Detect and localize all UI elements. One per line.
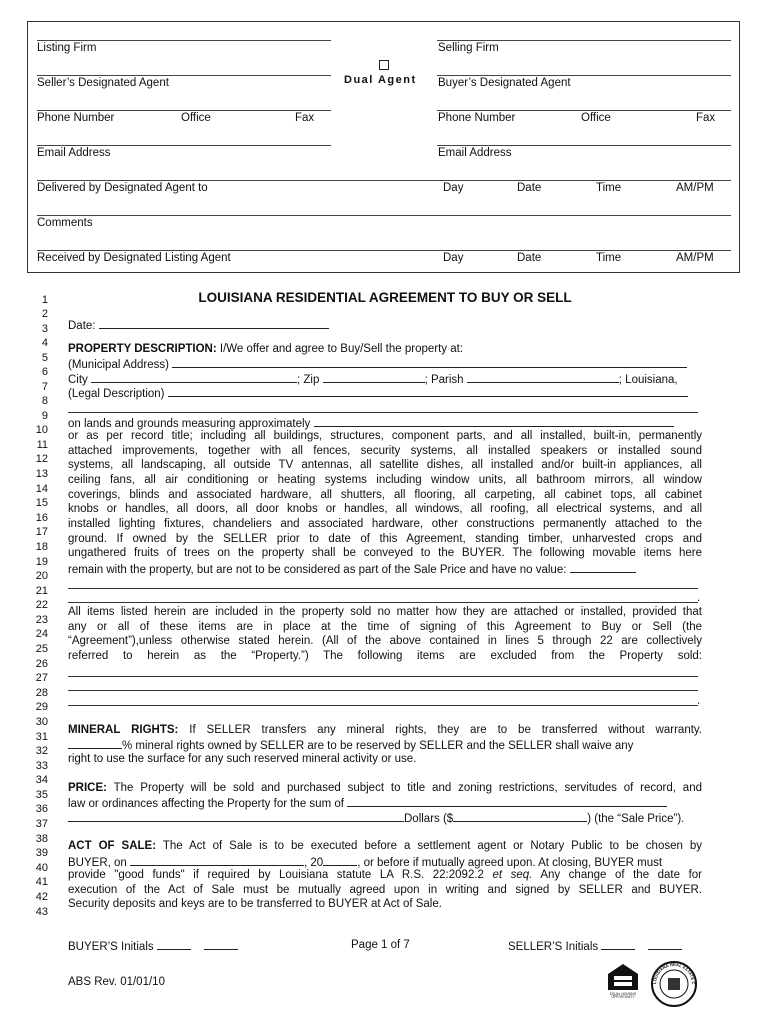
listing-firm-line[interactable] — [37, 40, 331, 41]
line-35-text: The Property will be sold and purchased subject to title and zoning restrictions, servitudes of record, and — [113, 782, 702, 794]
line-31 — [68, 724, 702, 736]
line-26: referred to herein as the “Property.”) The following items are excluded from the Property sold: — [68, 650, 702, 662]
line-number-33: 33 — [35, 760, 48, 772]
line-number-7: 7 — [41, 381, 48, 393]
line-number-28: 28 — [35, 687, 48, 699]
line-number-23: 23 — [35, 614, 48, 626]
legal-description-label: (Legal Description) — [68, 388, 165, 400]
movable-items-line-22[interactable] — [68, 602, 698, 603]
line-12: attached improvements, together with all fences, security systems, all installed speakers or installed sound — [68, 445, 702, 457]
buyer-email-label: Email Address — [438, 147, 512, 159]
page-number: Page 1 of 7 — [351, 939, 410, 951]
louisiana-label: ; Louisiana, — [618, 374, 678, 386]
excluded-items-line-29[interactable] — [68, 705, 698, 706]
line-number-37: 37 — [35, 818, 48, 830]
line-40-text: , or before if mutually agreed upon. At closing, BUYER must — [357, 857, 663, 869]
comments-top-line[interactable] — [37, 215, 731, 216]
act-of-sale-heading: ACT OF SALE: — [68, 840, 157, 852]
sale-price-label: ) (the “Sale Price”). — [587, 813, 685, 825]
excluded-items-line-28[interactable] — [68, 690, 698, 691]
delivered-date-label: Date — [517, 182, 542, 194]
received-label: Received by Designated Listing Agent — [37, 252, 231, 264]
buyer-phone-line[interactable] — [437, 110, 731, 111]
line-19: ungathered fruits of trees on the property shall be conveyed to the BUYER. The following movable items here — [68, 547, 702, 559]
line-37 — [68, 811, 702, 825]
svg-text:OPPORTUNITY: OPPORTUNITY — [611, 995, 635, 998]
delivered-time-label: Time — [596, 182, 622, 194]
real-estate-commission-seal-icon — [650, 960, 698, 1008]
line-17: installed lighting fixtures, chandeliers and associated hardware, other constructions permanently attached to the — [68, 518, 702, 530]
sellers-initials — [508, 939, 682, 953]
buyer-phone-label: Phone Number — [438, 112, 516, 124]
line-number-36: 36 — [35, 803, 48, 815]
legal-description-line-2[interactable] — [68, 412, 698, 413]
line-number-27: 27 — [35, 672, 48, 684]
line-32-text: % mineral rights owned by SELLER are to be reserved by SELLER and the SELLER shall waive any — [122, 740, 634, 752]
property-description-heading: PROPERTY DESCRIPTION: — [68, 343, 217, 355]
municipal-address-label: (Municipal Address) — [68, 359, 169, 371]
received-date-label: Date — [517, 252, 542, 264]
line-number-18: 18 — [35, 541, 48, 553]
svg-text:LOUISIANA REAL ESTATE COMMISSI: LOUISIANA REAL ESTATE C — [651, 961, 697, 985]
delivered-day-label: Day — [443, 182, 464, 194]
received-time-label: Time — [596, 252, 622, 264]
line-41 — [68, 869, 702, 881]
seller-office-label: Office — [181, 112, 211, 124]
line-number-31: 31 — [35, 731, 48, 743]
document-title: LOUISIANA RESIDENTIAL AGREEMENT TO BUY OR SELL — [198, 290, 572, 305]
buyer-email-line[interactable] — [437, 145, 731, 146]
equal-housing-icon — [606, 962, 640, 998]
legal-description-field[interactable] — [168, 386, 688, 397]
line-number-35: 35 — [35, 789, 48, 801]
sellers-agent-line[interactable] — [37, 75, 331, 76]
dual-agent-label: Dual Agent — [344, 74, 417, 86]
line-5-text: I/We offer and agree to Buy/Sell the property at: — [219, 343, 464, 355]
price-heading: PRICE: — [68, 782, 107, 794]
dual-agent-checkbox[interactable] — [379, 60, 389, 70]
listing-firm-label: Listing Firm — [37, 42, 97, 54]
agent-info-box — [27, 21, 740, 273]
delivered-line[interactable] — [37, 180, 731, 181]
zip-label: ; Zip — [297, 374, 320, 386]
date-field[interactable] — [99, 318, 329, 329]
line-11: or as per record title; including all buildings, structures, component parts, and all installed, built-in, permanently — [68, 430, 702, 442]
line-number-32: 32 — [35, 745, 48, 757]
line-number-1: 1 — [41, 294, 48, 306]
svg-text:EQUAL HOUSING: EQUAL HOUSING — [609, 992, 637, 996]
line-43: Security deposits and keys are to be transferred to BUYER at Act of Sale. — [68, 898, 442, 910]
date-label: Date: — [68, 320, 96, 332]
year-prefix: , 20 — [304, 857, 324, 869]
line-16: knobs or handles, all doors, all door knobs or handles, all windows, all roofing, all electrical systems, and all — [68, 503, 702, 515]
line-20-text: remain with the property, but are not to be considered as part of the Sale Price and have no value: — [68, 564, 567, 576]
line-number-14: 14 — [35, 483, 48, 495]
line-number-11: 11 — [36, 439, 48, 451]
city-label: City — [68, 374, 88, 386]
line-number-41: 41 — [35, 876, 48, 888]
line-42: execution of the Act of Sale must be mutually agreed upon in writing and signed by SELLER and BUYER. — [68, 884, 702, 896]
line-25: “Agreement”),unless otherwise stated herein. (All of the above contained in lines 5 through 22 are collectively — [68, 635, 702, 647]
line-number-42: 42 — [35, 891, 48, 903]
line-8 — [68, 386, 702, 400]
sum-written-field[interactable] — [347, 796, 667, 807]
mineral-percent-field[interactable] — [68, 738, 122, 749]
sellers-agent-label: Seller’s Designated Agent — [37, 77, 169, 89]
line-33: right to use the surface for any such reserved mineral activity or use. — [68, 753, 417, 765]
line-22-period: . — [697, 592, 701, 604]
line-number-43: 43 — [35, 906, 48, 918]
line-39-text: The Act of Sale is to be executed before a settlement agent or Notary Public to be chosen by — [162, 840, 703, 852]
line-number-2: 2 — [41, 308, 48, 320]
line-10 — [68, 416, 702, 430]
line-number-39: 39 — [35, 847, 48, 859]
line-number-12: 12 — [35, 453, 48, 465]
line-41-text-a: provide "good funds" if required by Louisiana statute LA R.S. 22:2092.2 — [68, 869, 484, 881]
movable-items-line-21[interactable] — [68, 588, 698, 589]
seller-phone-label: Phone Number — [37, 112, 115, 124]
city-field[interactable] — [91, 372, 297, 383]
revision-label: ABS Rev. 01/01/10 — [68, 976, 165, 988]
buyers-agent-label: Buyer’s Designated Agent — [438, 77, 571, 89]
line-35 — [68, 782, 702, 794]
received-day-label: Day — [443, 252, 464, 264]
line-number-8: 8 — [41, 395, 48, 407]
mineral-rights-heading: MINERAL RIGHTS: — [68, 724, 179, 736]
sum-written-field-2[interactable] — [68, 811, 404, 822]
delivered-ampm-label: AM/PM — [676, 182, 714, 194]
line-31-text: If SELLER transfers any mineral rights, they are to be transferred without warranty. — [189, 724, 702, 736]
seller-phone-line[interactable] — [37, 110, 331, 111]
seller-initial-2-field[interactable] — [648, 939, 682, 950]
line-20 — [68, 562, 702, 576]
line-7 — [68, 372, 702, 386]
sellers-initials-label: SELLER’S Initials — [508, 941, 599, 953]
line-number-34: 34 — [35, 774, 48, 786]
line-number-40: 40 — [35, 862, 48, 874]
line-3 — [68, 318, 702, 332]
line-number-24: 24 — [35, 628, 48, 640]
line-5 — [68, 343, 702, 355]
line-number-9: 9 — [41, 410, 48, 422]
line-39 — [68, 840, 702, 852]
buyer-initial-1-field[interactable] — [157, 939, 191, 950]
buyer-office-label: Office — [581, 112, 611, 124]
line-36 — [68, 796, 702, 810]
seller-initial-1-field[interactable] — [601, 939, 635, 950]
parish-label: ; Parish — [424, 374, 464, 386]
line-36-text: law or ordinances affecting the Property for the sum of — [68, 798, 344, 810]
lands-label: on lands and grounds measuring approximately — [68, 418, 311, 430]
et-seq: et seq. — [492, 869, 533, 881]
received-ampm-label: AM/PM — [676, 252, 714, 264]
line-number-25: 25 — [35, 643, 48, 655]
movable-items-field[interactable] — [570, 562, 636, 573]
seller-email-label: Email Address — [37, 147, 111, 159]
municipal-address-field[interactable] — [172, 357, 687, 368]
parish-field[interactable] — [467, 372, 619, 383]
line-number-3: 3 — [41, 323, 48, 335]
zip-field[interactable] — [323, 372, 425, 383]
line-number-17: 17 — [35, 526, 48, 538]
delivered-label: Delivered by Designated Agent to — [37, 182, 208, 194]
act-of-sale-date-field[interactable] — [130, 855, 304, 866]
buyers-initials-label: BUYER’S Initials — [68, 941, 154, 953]
buyer-on-label: BUYER, on — [68, 857, 127, 869]
line-15: coverings, blinds and associated hardware, all shutters, all flooring, all carpeting, all cabinet tops, all cabinet — [68, 489, 702, 501]
selling-firm-line[interactable] — [437, 40, 731, 41]
line-14: ceiling fans, all air conditioning or heating systems including window units, all bathroom mirrors, all window — [68, 474, 702, 486]
line-number-15: 15 — [35, 497, 48, 509]
line-24: any or all of these items are in place at the time of signing of this Agreement to Buy or Sell (the — [68, 621, 702, 633]
line-6 — [68, 357, 702, 371]
line-18: ground. If owned by the SELLER prior to date of this Agreement, standing timber, unharvested crops and — [68, 533, 702, 545]
line-29-period: . — [697, 695, 701, 707]
line-number-4: 4 — [41, 337, 48, 349]
sale-price-field[interactable] — [453, 811, 587, 822]
buyer-fax-label: Fax — [696, 112, 716, 124]
line-32 — [68, 738, 702, 752]
seller-fax-label: Fax — [295, 112, 315, 124]
line-number-38: 38 — [35, 833, 48, 845]
line-number-10: 10 — [35, 424, 48, 436]
seller-email-line[interactable] — [37, 145, 331, 146]
land-measure-field[interactable] — [314, 416, 674, 427]
line-number-5: 5 — [41, 352, 48, 364]
buyers-agent-line[interactable] — [437, 75, 731, 76]
line-number-16: 16 — [35, 512, 48, 524]
line-number-29: 29 — [35, 701, 48, 713]
act-of-sale-year-field[interactable] — [323, 855, 357, 866]
buyers-initials — [68, 939, 238, 953]
dollars-label: Dollars ($ — [404, 813, 454, 825]
line-number-20: 20 — [35, 570, 48, 582]
selling-firm-label: Selling Firm — [438, 42, 499, 54]
line-number-6: 6 — [41, 366, 48, 378]
line-number-22: 22 — [35, 599, 48, 611]
line-number-26: 26 — [35, 658, 48, 670]
line-number-30: 30 — [35, 716, 48, 728]
comments-label: Comments — [37, 217, 93, 229]
received-line[interactable] — [37, 250, 731, 251]
line-40 — [68, 855, 702, 869]
line-13: systems, all landscaping, all outside TV antennas, all satellite dishes, all installed and/or built-in appliances, all — [68, 459, 702, 471]
line-41-text-b: Any change of the date for — [540, 869, 703, 881]
excluded-items-line-27[interactable] — [68, 676, 698, 677]
line-number-21: 21 — [35, 585, 48, 597]
line-number-19: 19 — [35, 556, 48, 568]
line-number-13: 13 — [35, 468, 48, 480]
line-23: All items listed herein are included in the property sold no matter how they are attached or installed, provided that — [68, 606, 702, 618]
buyer-initial-2-field[interactable] — [204, 939, 238, 950]
